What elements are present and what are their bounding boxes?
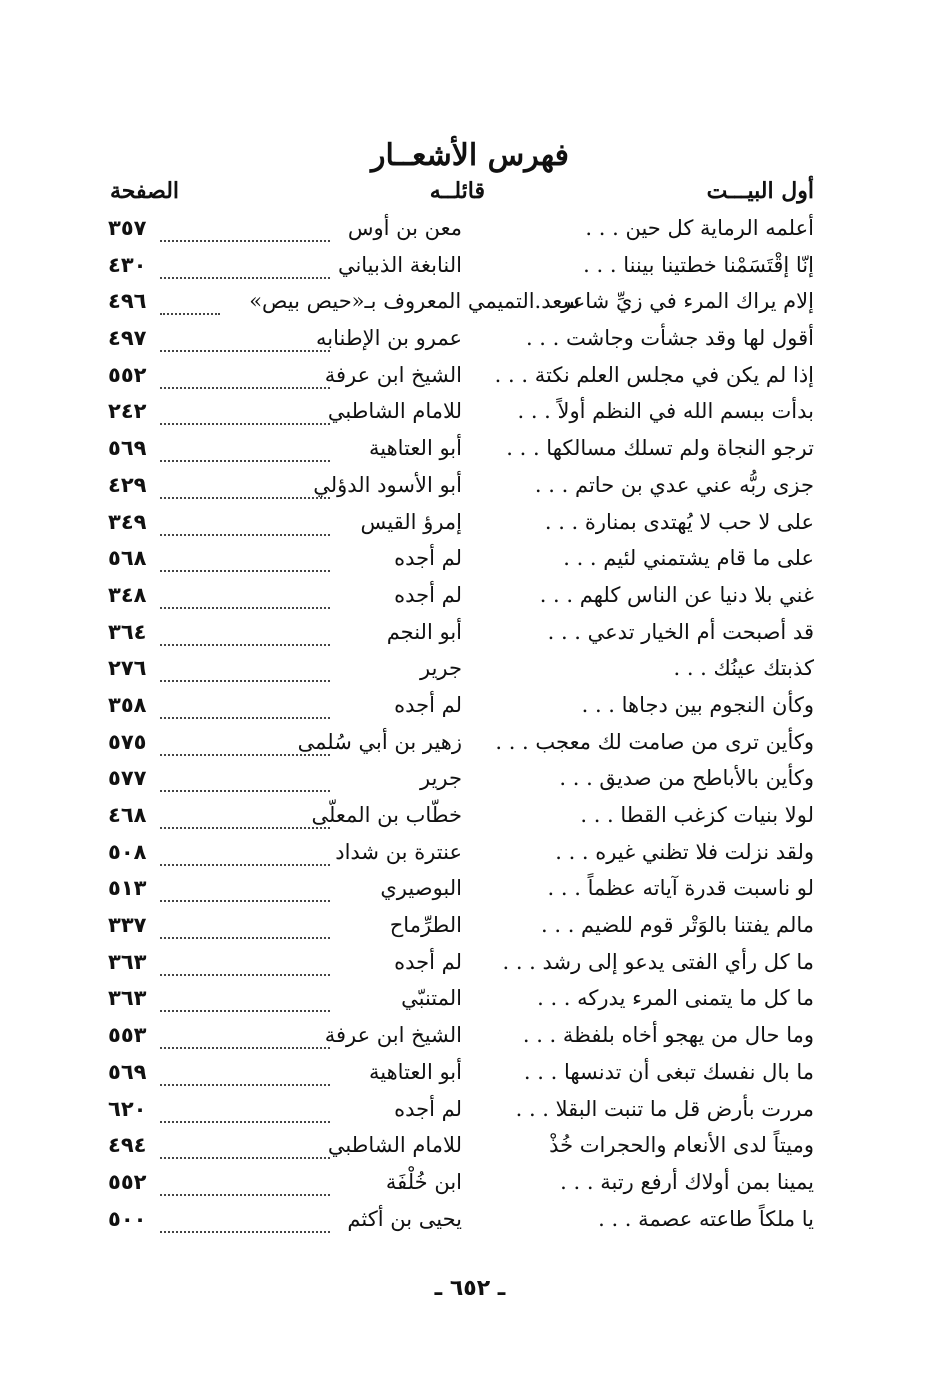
index-row (0, 1056, 940, 1093)
poet-name: أبو العتاهية (369, 436, 462, 461)
poet-name: لم أجده (394, 949, 462, 974)
index-row (0, 469, 940, 506)
index-row (0, 212, 940, 249)
dot-leader (160, 216, 330, 242)
poet-name: زهير بن أبي سُلمى (297, 729, 462, 754)
dot-leader (160, 1207, 330, 1233)
first-verse: وكأن النجوم بين دجاها . . . (581, 692, 814, 717)
index-row (0, 1166, 940, 1203)
poet-name: البوصيري (380, 876, 462, 901)
index-row (0, 762, 940, 799)
page-reference: ٤٦٨ (108, 803, 147, 827)
index-row (0, 432, 940, 469)
dot-leader (160, 913, 330, 939)
poet-name: سعد التميمي المعروف بـ«حيص بيص» (249, 289, 580, 314)
first-verse: ما بال نفسك تبغى أن تدنسها . . . (523, 1059, 814, 1084)
page-reference: ٢٤٢ (108, 399, 147, 424)
first-verse: بدأت ببسم الله في النظم أولاً . . . (517, 399, 814, 424)
dot-leader (160, 510, 330, 536)
poet-name: ابن خُلْفَة (385, 1169, 462, 1194)
page-reference: ٣٣٧ (108, 913, 147, 938)
index-row (0, 579, 940, 616)
index-row (0, 395, 940, 432)
dot-leader (160, 1023, 330, 1049)
page-number: ـ ٦٥٢ ـ (434, 1276, 506, 1301)
dot-leader (160, 436, 330, 462)
index-row (0, 909, 940, 946)
dot-leader (160, 730, 330, 756)
poet-name: أبو الأسود الدؤلي (313, 472, 462, 497)
index-row (0, 1019, 940, 1056)
poet-name: جرير (420, 766, 462, 791)
page-reference: ٥١٣ (108, 876, 147, 901)
first-verse: إنّا إقْتَسَمْنا خطتينا بيننا . . . (583, 252, 814, 277)
dot-leader (160, 620, 330, 646)
index-row (0, 946, 940, 983)
poet-name: عمرو بن الإطنابه (316, 326, 462, 351)
dot-leader (160, 289, 220, 315)
header-poet: قائلــه (429, 178, 485, 204)
index-row (0, 249, 940, 286)
index-row (0, 982, 940, 1019)
index-row (0, 322, 940, 359)
page-reference: ٣٥٧ (108, 216, 147, 240)
poet-name: أبو النجم (386, 619, 462, 644)
first-verse: كذبتك عينُك . . . (673, 656, 814, 681)
poet-name: يحيى بن أكثم (347, 1206, 462, 1231)
first-verse: مالم يفتنا بالوَتْر قوم للضيم . . . (541, 913, 814, 938)
index-row (0, 616, 940, 653)
index-row (0, 506, 940, 543)
dot-leader (160, 363, 330, 389)
page-reference: ٣٦٤ (108, 619, 147, 644)
page-reference: ٥٦٩ (108, 1059, 147, 1084)
poet-name: الشيخ ابن عرفة (324, 1023, 462, 1048)
dot-leader (160, 326, 330, 352)
page-reference: ٣٤٩ (108, 509, 147, 534)
poet-name: لم أجده (394, 1096, 462, 1121)
poet-name: جرير (420, 656, 462, 681)
dot-leader (160, 986, 330, 1012)
page-reference: ٤٢٩ (108, 472, 147, 497)
index-row (0, 1129, 940, 1166)
dot-leader (160, 693, 330, 719)
page-reference: ٤٩٦ (108, 289, 147, 314)
page-reference: ٥٧٥ (108, 729, 147, 754)
page-reference: ٥٥٣ (108, 1023, 147, 1048)
poet-name: معن بن أوس (347, 216, 462, 240)
page-reference: ٥٠٨ (108, 839, 147, 864)
header-page: الصفحة (110, 178, 180, 204)
column-headers (0, 178, 940, 210)
dot-leader (160, 546, 330, 572)
page-reference: ٤٣٠ (108, 252, 147, 277)
first-verse: ما كل ما يتمنى المرء يدركه . . . (537, 986, 814, 1011)
first-verse: جزى ربُّه عني عدي بن حاتم . . . (534, 472, 814, 497)
first-verse: مررت بأرض قل ما تنبت البقلا . . . (515, 1096, 814, 1121)
poet-name: للامام الشاطبي (327, 1133, 462, 1158)
poet-name: للامام الشاطبي (327, 399, 462, 424)
index-row (0, 799, 940, 836)
first-verse: أعلمه الرماية كل حين . . . (585, 216, 814, 240)
dot-leader (160, 399, 330, 425)
first-verse: أقول لها وقد جشأت وجاشت . . . (525, 326, 814, 351)
poet-name: عنترة بن شداد (335, 839, 462, 864)
dot-leader (160, 876, 330, 902)
page-reference: ٥٦٩ (108, 436, 147, 461)
poems-index-list (0, 212, 940, 1239)
poet-name: لم أجده (394, 692, 462, 717)
first-verse: ترجو النجاة ولم تسلك مسالكها . . . (506, 436, 814, 461)
dot-leader (160, 253, 330, 279)
page-reference: ٥٥٢ (108, 1169, 147, 1194)
index-row (0, 359, 940, 396)
index-row (0, 689, 940, 726)
dot-leader (160, 583, 330, 609)
first-verse: وكأين بالأباطح من صديق . . . (559, 766, 814, 791)
first-verse: وميتاً لدى الأنعام والحجرات خُذْ (549, 1133, 814, 1158)
first-verse: غني بلا دنيا عن الناس كلهم . . . (539, 582, 814, 607)
dot-leader (160, 1170, 330, 1196)
poet-name: لم أجده (394, 582, 462, 607)
page-reference: ٢٧٦ (108, 656, 147, 681)
dot-leader (160, 950, 330, 976)
page-reference: ٦٢٠ (108, 1096, 147, 1121)
first-verse: يا ملكاً طاعته عصمة . . . (598, 1206, 814, 1231)
page-reference: ٥٥٢ (108, 362, 147, 387)
page-reference: ٣٦٣ (108, 949, 147, 974)
poet-name: خطّاب بن المعلّى (311, 803, 462, 827)
page-reference: ٣٦٣ (108, 986, 147, 1011)
dot-leader (160, 840, 330, 866)
page-reference: ٤٩٧ (108, 326, 147, 351)
index-row (0, 726, 940, 763)
header-first-verse: أول البيـــت (706, 178, 814, 204)
page-reference: ٣٤٨ (108, 582, 147, 607)
dot-leader (160, 1097, 330, 1123)
first-verse: لو ناسبت قدرة آياته عظماً . . . (547, 876, 814, 901)
first-verse: ما كل رأي الفتى يدعو إلى رشد . . . (502, 949, 814, 974)
first-verse: على لا حب لا يُهتدى بمنارة . . . (544, 509, 814, 534)
index-row (0, 1093, 940, 1130)
dot-leader (160, 1060, 330, 1086)
first-verse: على ما قام يشتمني لئيم . . . (563, 546, 814, 571)
index-row (0, 872, 940, 909)
first-verse: وكأين ترى من صامت لك معجب . . . (495, 729, 814, 754)
page-reference: ٥٦٨ (108, 546, 147, 571)
poet-name: أبو العتاهية (369, 1059, 462, 1084)
first-verse: وما حال من يهجو أخاه بلفظة . . . (522, 1023, 814, 1048)
poet-name: إمرؤ القيس (360, 509, 462, 534)
dot-leader (160, 766, 330, 792)
dot-leader (160, 656, 330, 682)
index-row (0, 836, 940, 873)
poet-name: الطرِّماح (389, 913, 462, 938)
page-reference: ٥٠٠ (108, 1206, 147, 1231)
first-verse: إلام يراك المرء في زيِّ شاعر . . (534, 289, 814, 314)
index-row (0, 652, 940, 689)
first-verse: قد أصبحت أم الخيار تدعي . . . (547, 619, 814, 644)
dot-leader (160, 1133, 330, 1159)
dot-leader (160, 473, 330, 499)
page-reference: ٥٧٧ (108, 766, 147, 791)
poet-name: الشيخ ابن عرفة (324, 362, 462, 387)
index-row (0, 542, 940, 579)
index-row (0, 285, 940, 322)
first-verse: ولقد نزلت فلا تظني غيره . . . (555, 839, 814, 864)
poet-name: النابغة الذبياني (337, 252, 462, 277)
page-reference: ٣٥٨ (108, 692, 147, 717)
dot-leader (160, 803, 330, 829)
page-title: فهرس الأشعــار (370, 138, 570, 173)
poet-name: لم أجده (394, 546, 462, 571)
page-reference: ٤٩٤ (108, 1133, 147, 1158)
first-verse: إذا لم يكن في مجلس العلم نكتة . . . (494, 362, 814, 387)
index-row (0, 1203, 940, 1240)
poet-name: المتنبّي (401, 986, 462, 1011)
first-verse: يمينا بمن أولاك أرفع رتبة . . . (560, 1169, 814, 1194)
first-verse: لولا بنيات كزغب القطا . . . (580, 803, 814, 827)
